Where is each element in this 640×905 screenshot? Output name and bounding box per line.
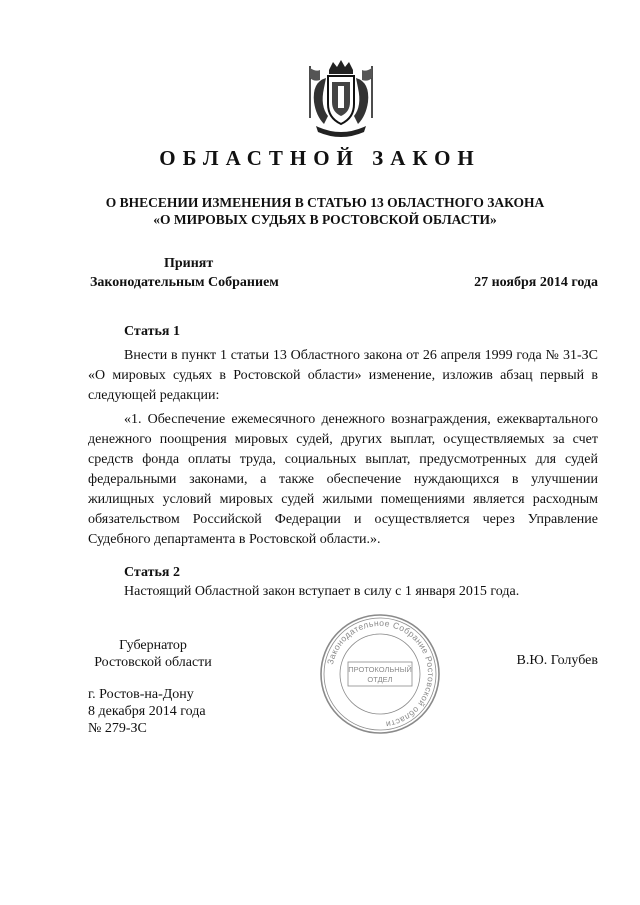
- article-1-paragraph: Внести в пункт 1 статьи 13 Областного закона от 26 апреля 1999 года № 31-ЗС «О мировых судьях в Ростовской области» изменение, изложив абзац первый в следующей редакции:: [88, 348, 598, 403]
- article-1-quoted-paragraph: «1. Обеспечение ежемесячного денежного вознаграждения, ежеквартального денежного поощрения мировых судей, других выплат, осуществляемых за счет средств фонда оплаты труда, социальных выплат, предусмотренных для судей федеральными законами, а также обеспечение нуждающихся в улучшении жилищных условий мировых судей жилыми помещениями является расходным обязательством Российской Федерации и осуществляется через Управление Судебного департамента в Ростовской области.».: [88, 412, 598, 547]
- adopting-body: Законодательным Собранием: [90, 275, 279, 290]
- coat-of-arms-icon: [302, 58, 380, 138]
- stamp-inner-line: ПРОТОКОЛЬНЫЙ: [348, 665, 412, 674]
- subtitle-line: «О МИРОВЫХ СУДЬЯХ В РОСТОВСКОЙ ОБЛАСТИ»: [153, 212, 497, 227]
- document-subtitle: [60, 194, 590, 228]
- stamp-outer-text: Законодательное Собрание Ростовской области: [325, 617, 437, 730]
- stamp-inner-line: ОТДЕЛ: [367, 675, 393, 684]
- article-2-title: Статья 2: [124, 565, 180, 580]
- subtitle-line: О ВНЕСЕНИИ ИЗМЕНЕНИЯ В СТАТЬЮ 13 ОБЛАСТНОГО ЗАКОНА: [105, 195, 545, 210]
- position-line: Губернатор: [119, 638, 187, 653]
- signing-date: 8 декабря 2014 года: [88, 704, 206, 719]
- document-type-title: ОБЛАСТНОЙ ЗАКОН: [159, 146, 481, 170]
- official-stamp: [318, 612, 442, 736]
- position-line: Ростовской области: [94, 655, 212, 670]
- signatory-position: [88, 637, 218, 671]
- signing-info: [88, 686, 206, 737]
- article-1-title: Статья 1: [124, 324, 180, 339]
- adopted-label: Принят: [164, 256, 214, 271]
- adoption-date: 27 ноября 2014 года: [474, 275, 598, 290]
- signatory-name: В.Ю. Голубев: [516, 653, 598, 668]
- signing-place: г. Ростов-на-Дону: [88, 687, 194, 702]
- article-2-paragraph: Настоящий Областной закон вступает в силу с 1 января 2015 года.: [124, 584, 520, 599]
- law-number: № 279-ЗС: [88, 721, 147, 736]
